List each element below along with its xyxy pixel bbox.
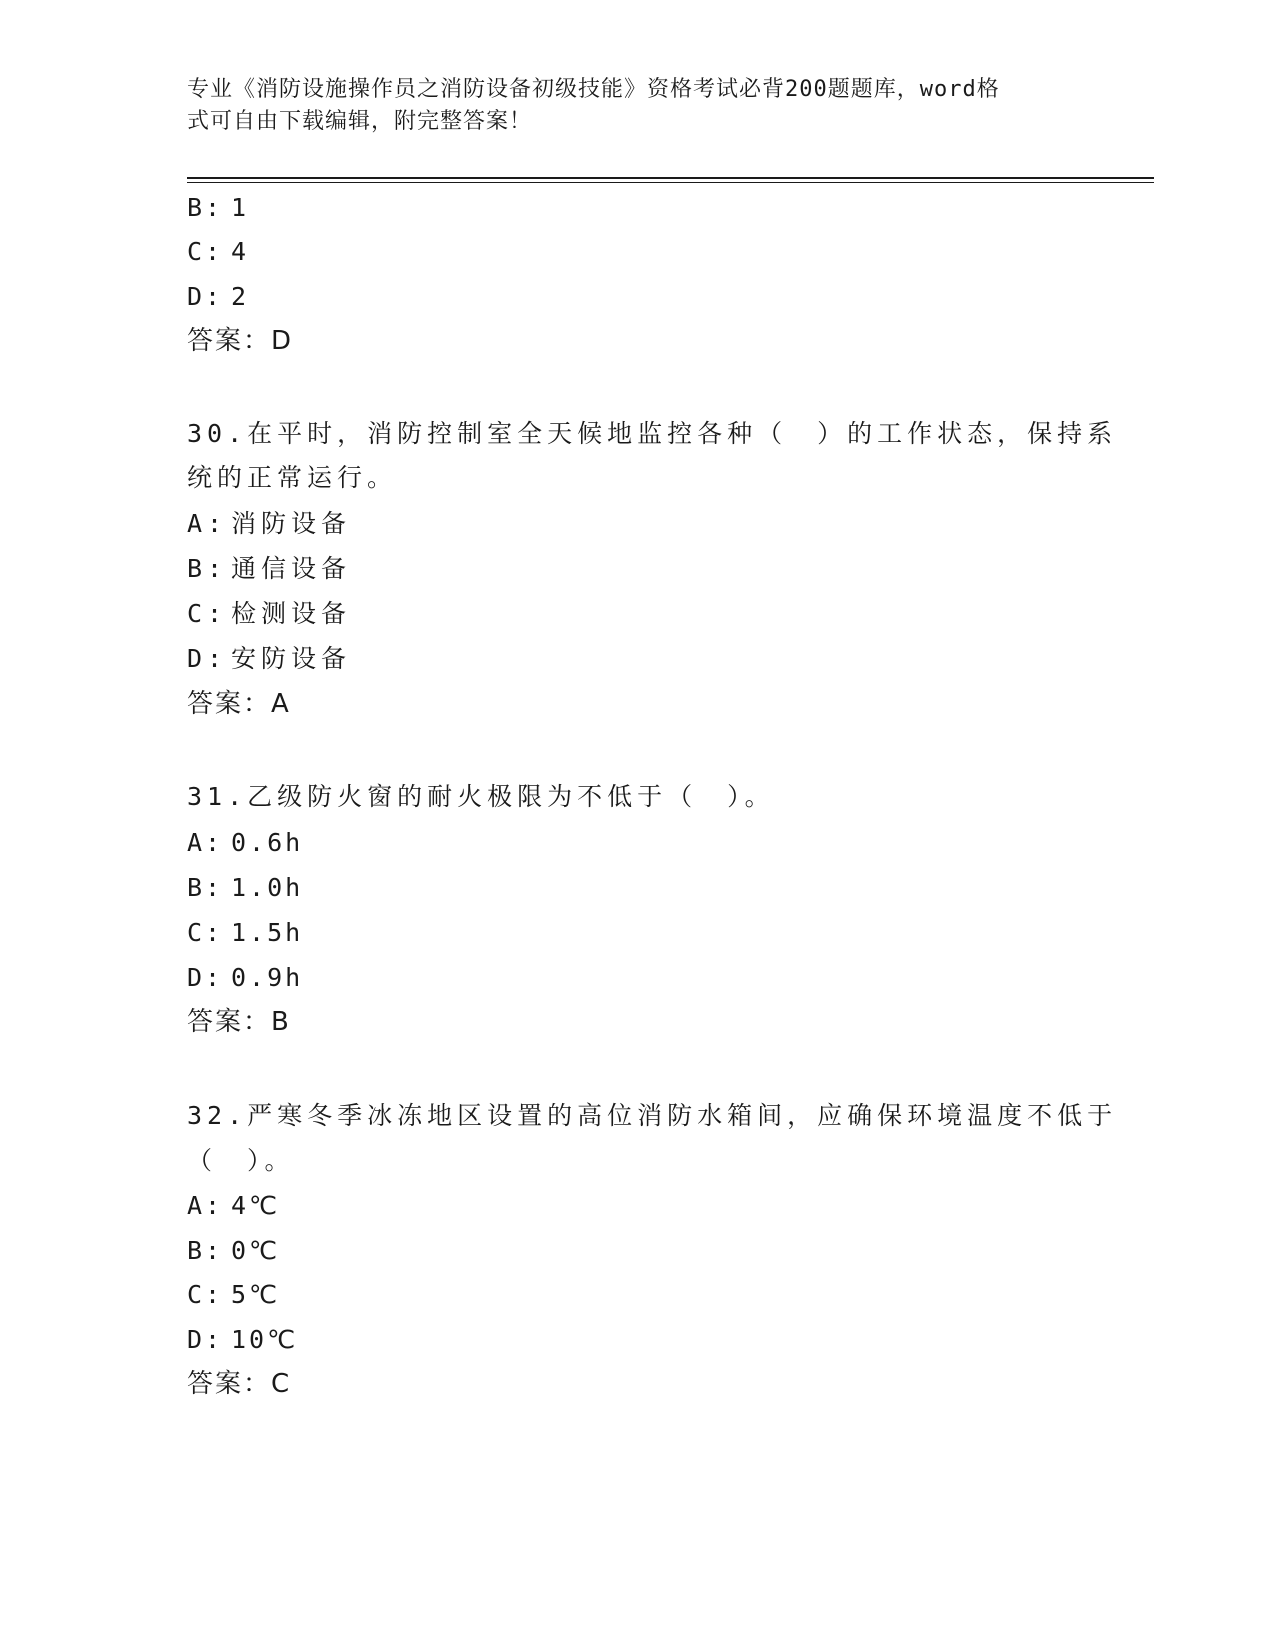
option-letter: C: — [187, 1280, 224, 1309]
question-32-option-a — [187, 1190, 280, 1222]
header-line-1: 专业《消防设施操作员之消防设备初级技能》资格考试必背200题题库，word格 — [187, 77, 1000, 102]
option-text: 2 — [231, 282, 250, 311]
option-letter: A: — [187, 1191, 224, 1220]
header-rule-thin — [187, 182, 1154, 183]
option-letter: A: — [187, 509, 228, 538]
question-30-answer: 答案：A — [187, 689, 291, 719]
option-text: 4℃ — [231, 1191, 281, 1220]
option-text: 10℃ — [231, 1325, 299, 1354]
question-31-stem-line-1: 31.乙级防火窗的耐火极限为不低于（ ）。 — [187, 782, 775, 811]
option-letter: D: — [187, 1325, 224, 1354]
question-30-option-c — [187, 598, 351, 630]
option-letter: D: — [187, 963, 224, 992]
option-text: 0℃ — [231, 1236, 281, 1265]
question-32-stem-line-1: 32.严寒冬季冰冻地区设置的高位消防水箱间，应确保环境温度不低于 — [187, 1101, 1118, 1130]
question-31-option-c — [187, 917, 303, 949]
option-letter: B: — [187, 873, 224, 902]
question-32-option-d — [187, 1324, 298, 1356]
question-30-option-b — [187, 553, 351, 585]
option-letter: C: — [187, 237, 224, 266]
question-30-stem-line-2: 统的正常运行。 — [187, 463, 398, 492]
question-32-option-b — [187, 1235, 280, 1267]
option-text: 通信设备 — [231, 554, 352, 583]
document-header — [187, 74, 1067, 138]
question-31-option-b — [187, 872, 303, 904]
option-text: 消防设备 — [231, 509, 352, 538]
prev-option-d — [187, 281, 249, 313]
option-text: 0.6h — [231, 828, 304, 857]
header-rule-thick — [187, 177, 1154, 179]
option-text: 1.0h — [231, 873, 304, 902]
option-letter: C: — [187, 918, 224, 947]
option-text: 安防设备 — [231, 644, 352, 673]
question-30-option-a — [187, 508, 351, 540]
option-text: 1.5h — [231, 918, 304, 947]
question-31-answer: 答案：B — [187, 1007, 291, 1037]
option-text: 5℃ — [231, 1280, 281, 1309]
option-text: 0.9h — [231, 963, 304, 992]
option-letter: D: — [187, 644, 228, 673]
question-32-stem-line-2: （ ）。 — [187, 1146, 295, 1175]
option-text: 检测设备 — [231, 599, 352, 628]
question-31-option-d — [187, 962, 303, 994]
option-letter: B: — [187, 554, 228, 583]
prev-option-c — [187, 236, 249, 268]
question-30-option-d — [187, 643, 351, 675]
option-letter: D: — [187, 282, 224, 311]
question-30-stem-line-1: 30.在平时，消防控制室全天候地监控各种（ ）的工作状态，保持系 — [187, 419, 1118, 448]
header-line-2: 式可自由下载编辑，附完整答案！ — [187, 109, 533, 134]
prev-answer: 答案：D — [187, 326, 294, 356]
question-32-option-c — [187, 1279, 280, 1311]
question-32-answer: 答案：C — [187, 1369, 292, 1399]
question-31-option-a — [187, 827, 303, 859]
option-text: 1 — [231, 193, 250, 222]
option-text: 4 — [231, 237, 250, 266]
option-letter: B: — [187, 193, 224, 222]
prev-option-b — [187, 192, 249, 224]
option-letter: B: — [187, 1236, 224, 1265]
option-letter: C: — [187, 599, 228, 628]
option-letter: A: — [187, 828, 224, 857]
